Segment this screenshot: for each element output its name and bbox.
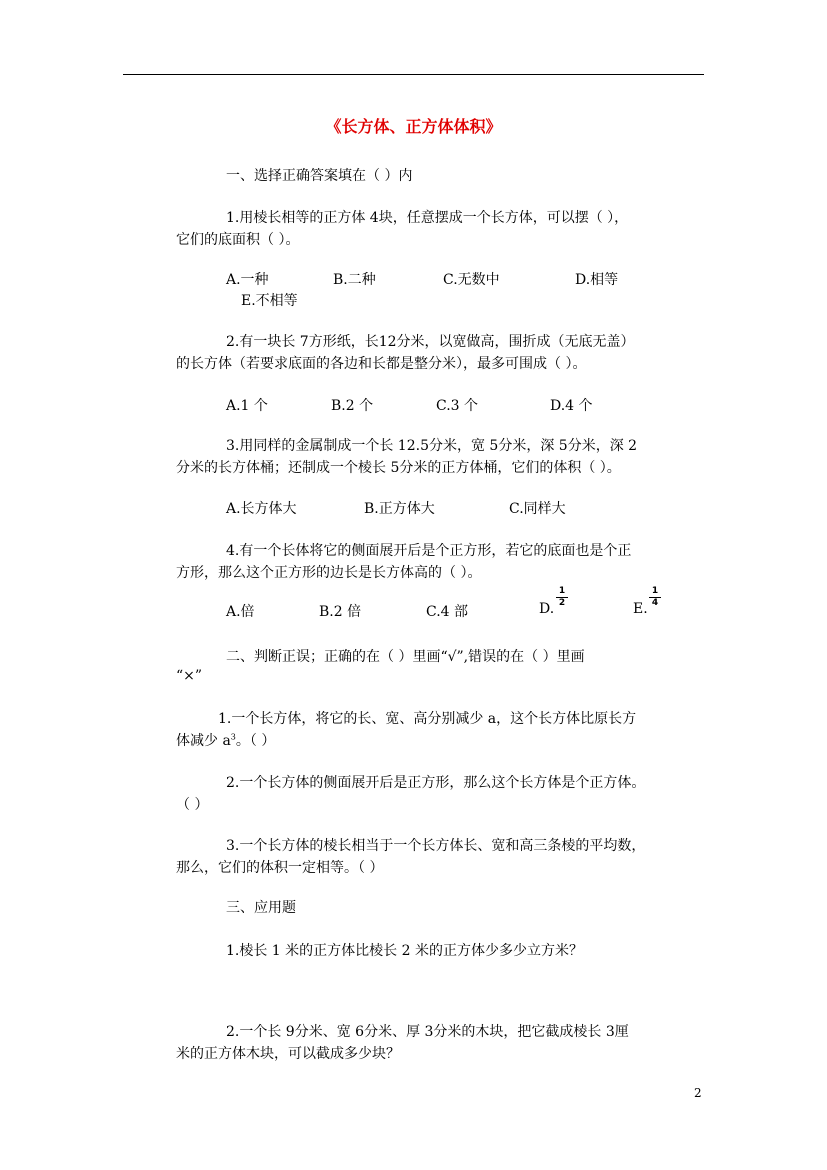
fraction-denominator: 4 [651,598,659,608]
q4-option-a: A.倍 [226,604,255,620]
fraction-denominator: 2 [558,598,566,608]
s2-q3-line1: 3.一个长方体的棱长相当于一个长方体长、宽和高三条棱的平均数， [226,838,646,854]
fraction-numerator: 1 [651,586,659,596]
q4-option-e: E. [633,601,648,617]
page-title: 《长方体、正方体体积》 [325,117,502,136]
q1-option-e: E.不相等 [241,293,298,309]
q2-option-b: B.2 个 [331,398,374,414]
q4-line2: 方形，那么这个正方形的边长是长方体高的（ ）。 [176,565,482,581]
q1-line2: 它们的底面积（ ）。 [176,232,300,248]
q1-option-b: B.二种 [333,272,376,288]
q3-option-b: B.正方体大 [364,501,435,517]
s2-q3-line2: 那么，它们的体积一定相等。（ ） [176,860,384,876]
q3-line2: 分米的长方体桶；还制成一个棱长 5分米的正方体桶，它们的体积（ ）。 [176,460,621,476]
q4-option-b: B.2 倍 [319,604,362,620]
q1-option-d: D.相等 [575,272,619,288]
q4-option-e-fraction [649,587,661,608]
s2-q1-line2-text: 体减少 a [176,733,231,749]
q3-line1: 3.用同样的金属制成一个长 12.5分米，宽 5分米，深 5分米，深 2 [226,438,638,454]
q4-option-d: D. [539,601,555,617]
section2-heading-line2: “×” [176,668,203,684]
s2-q1-line2-blank: 。（ ） [235,733,276,749]
section2-heading-line1: 二、判断正误；正确的在（ ）里画“√”,错误的在（ ）里画 [226,649,585,665]
q2-line1: 2.有一块长 7方形纸，长12分米，以宽做高，围折成（无底无盖） [226,334,635,350]
q2-option-a: A.1 个 [226,398,268,414]
page-number: 2 [694,1086,702,1100]
q2-option-d: D.4 个 [550,398,593,414]
s2-q2-line2: （ ） [176,797,209,813]
s2-q1-line1: 1.一个长方体，将它的长、宽、高分别减少 a，这个长方体比原长方 [218,711,637,727]
q1-option-a: A.一种 [226,272,269,288]
q3-option-a: A.长方体大 [226,501,297,517]
s2-q1-line2 [176,730,275,750]
q2-option-c: C.3 个 [436,398,479,414]
q1-line1: 1.用棱长相等的正方体 4块，任意摆成一个长方体，可以摆（ ）， [226,210,629,226]
q4-option-d-fraction [556,587,568,608]
s2-q2-line1: 2.一个长方体的侧面展开后是正方形，那么这个长方体是个正方体。 [226,775,646,791]
q4-option-c: C.4 部 [426,604,469,620]
s3-q2-line2: 米的正方体木块，可以截成多少块？ [176,1046,400,1062]
header-rule [123,74,704,75]
s3-q2-line1: 2.一个长 9分米、宽 6分米、厚 3分米的木块，把它截成棱长 3厘 [226,1024,629,1040]
section3-heading: 三、应用题 [226,900,296,916]
q1-option-c: C.无数中 [443,272,500,288]
q2-line2: 的长方体（若要求底面的各边和长都是整分米），最多可围成（ ）。 [176,356,587,372]
q4-line1: 4.有一个长体将它的侧面展开后是个正方形，若它的底面也是个正 [226,543,632,559]
q3-option-c: C.同样大 [509,501,566,517]
fraction-numerator: 1 [558,586,566,596]
s3-q1: 1.棱长 1 米的正方体比棱长 2 米的正方体少多少立方米？ [226,943,583,959]
section1-heading: 一、选择正确答案填在（ ）内 [226,168,413,184]
exponent: 3 [230,732,236,742]
